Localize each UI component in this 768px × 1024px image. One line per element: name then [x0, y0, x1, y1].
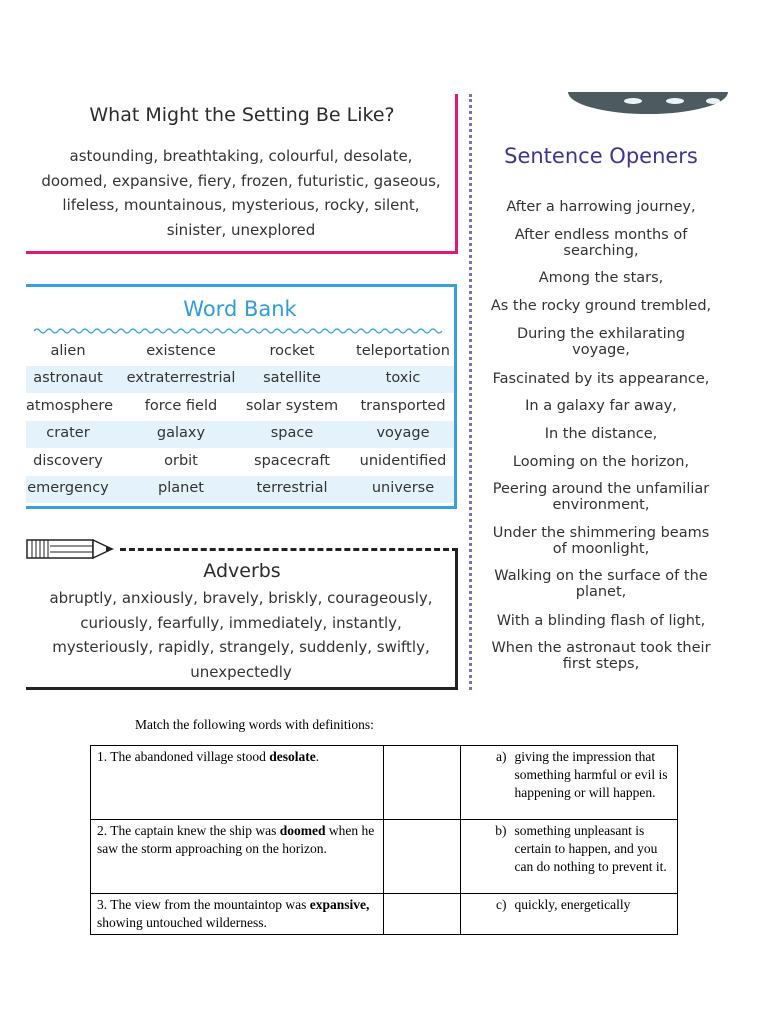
word-bank-cell: teleportation [356, 343, 450, 359]
definition-letter: b) [495, 823, 507, 838]
column-divider [469, 94, 472, 690]
word-bank-cell: crater [46, 425, 90, 441]
opener-item: After endless months of searching, [514, 227, 688, 259]
sentence-openers-title: Sentence Openers [504, 144, 698, 168]
opener-item: Among the stars, [538, 270, 664, 286]
answer-cell[interactable] [383, 746, 460, 820]
word-bank-cell: voyage [376, 425, 430, 441]
keyword: expansive, [309, 897, 370, 912]
opener-item: Under the shimmering beams of moonlight, [492, 525, 710, 557]
word-bank-row [26, 421, 454, 448]
opener-item: Walking on the surface of the planet, [494, 568, 708, 600]
word-bank-cell: satellite [263, 370, 321, 386]
word-bank-cell: alien [50, 343, 86, 359]
word-bank-row [26, 394, 454, 421]
word-bank-cell: solar system [245, 398, 339, 414]
matching-instruction: Match the following words with definitions: [135, 717, 374, 732]
sentence-text: 3. The view from the mountaintop was [97, 897, 310, 912]
setting-word-list: astounding, breathtaking, colourful, desolate, doomed, expansive, fiery, frozen, futuristic, gaseous, lifeless, mountainous, mysterious, rocky, silent, sinister, unexplored [41, 147, 441, 239]
word-bank-title: Word Bank [183, 297, 297, 321]
spaceship-illustration [568, 92, 728, 114]
word-bank-row [26, 449, 454, 476]
table-row [91, 894, 678, 935]
definition-cell [460, 746, 677, 820]
word-bank-row [26, 366, 454, 393]
definition-letter: a) [496, 749, 507, 764]
opener-item: When the astronaut took their first steps, [491, 640, 711, 672]
opener-item: Fascinated by its appearance, [492, 371, 710, 387]
ship-light [706, 98, 720, 104]
word-bank-cell: universe [371, 480, 435, 496]
word-bank-panel [26, 284, 457, 509]
sentence-text: 2. The captain knew the ship was [97, 823, 280, 838]
answer-cell[interactable] [383, 894, 460, 935]
word-bank-cell: galaxy [156, 425, 206, 441]
answer-cell[interactable] [383, 820, 460, 894]
sentence-cell [91, 820, 384, 894]
word-bank-cell: emergency [27, 480, 109, 496]
definition-cell [460, 894, 677, 935]
opener-item: With a blinding flash of light, [496, 613, 706, 629]
opener-item: In a galaxy far away, [525, 398, 677, 414]
word-bank-cell: astronaut [33, 370, 103, 386]
sentence-text: showing untouched wilderness. [97, 915, 267, 930]
matching-table [90, 745, 678, 935]
sentence-cell [91, 746, 384, 820]
word-bank-cell: toxic [385, 370, 421, 386]
sentence-text: when he saw the storm approaching on the horizon. [97, 823, 375, 856]
word-bank-row [26, 339, 454, 366]
word-bank-cell: transported [360, 398, 446, 414]
word-bank-cell: existence [146, 343, 216, 359]
word-bank-cell: extraterrestrial [126, 370, 236, 386]
sentence-cell [91, 894, 384, 935]
opener-item: In the distance, [544, 426, 658, 442]
adverbs-title: Adverbs [203, 560, 281, 582]
keyword: desolate [269, 749, 316, 764]
word-bank-cell: force field [144, 398, 218, 414]
word-bank-row [26, 476, 454, 503]
word-bank-cell: spacecraft [254, 453, 330, 469]
word-bank-cell: orbit [164, 453, 198, 469]
definition-letter: c) [496, 897, 507, 912]
opener-item: After a harrowing journey, [506, 199, 696, 215]
wavy-underline [34, 327, 446, 335]
keyword: doomed [279, 823, 326, 838]
ship-light [624, 98, 642, 104]
word-bank-cell: atmosphere [26, 398, 113, 414]
word-bank-cell: planet [158, 480, 204, 496]
adverbs-word-list: abruptly, anxiously, bravely, briskly, courageously, curiously, fearfully, immediately, instantly, mysteriously, rapidly, strangely, suddenly, swiftly, unexpectedly [49, 589, 433, 681]
sentence-text: 1. The abandoned village stood [97, 749, 270, 764]
setting-title: What Might the Setting Be Like? [89, 104, 395, 126]
table-row [91, 820, 678, 894]
definition-text: quickly, energetically [514, 897, 631, 912]
ship-light [666, 98, 684, 104]
definition-text: something unpleasant is certain to happen, and you can do nothing to prevent it. [514, 823, 667, 874]
word-bank-cell: space [270, 425, 314, 441]
word-bank-cell: unidentified [359, 453, 447, 469]
table-row [91, 746, 678, 820]
opener-item: During the exhilarating voyage, [516, 326, 686, 358]
word-bank-cell: terrestrial [256, 480, 328, 496]
adverbs-panel [26, 550, 458, 690]
setting-panel [26, 94, 458, 254]
word-bank-cell: discovery [33, 453, 103, 469]
opener-item: Peering around the unfamiliar environment, [492, 481, 710, 513]
word-bank-cell: rocket [269, 343, 315, 359]
definition-text: giving the impression that something harmful or evil is happening or will happen. [514, 749, 668, 800]
opener-item: Looming on the horizon, [512, 454, 690, 470]
definition-cell [460, 820, 677, 894]
opener-item: As the rocky ground trembled, [490, 298, 712, 314]
sentence-text: . [315, 749, 320, 764]
